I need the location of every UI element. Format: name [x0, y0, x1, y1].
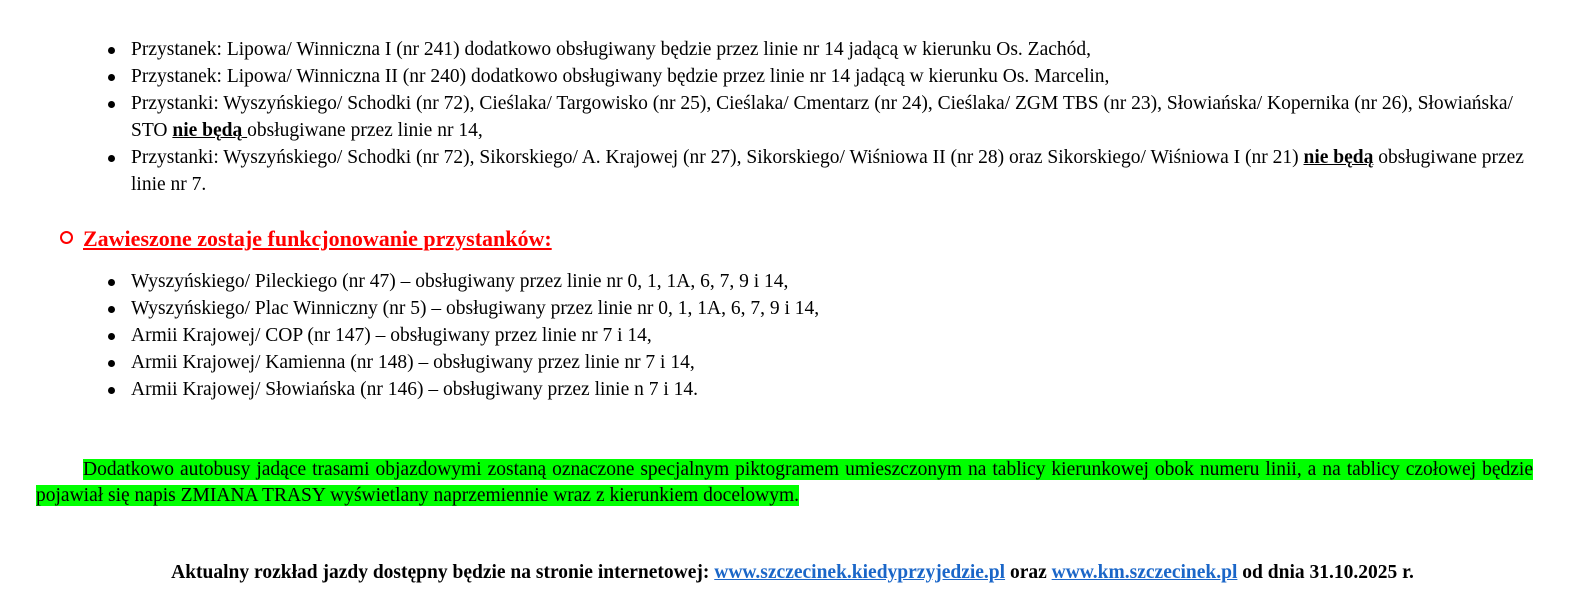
- link-kiedyprzyjedzie[interactable]: www.szczecinek.kiedyprzyjedzie.pl: [714, 562, 1006, 583]
- list-item: Przystanek: Lipowa/ Winniczna I (nr 241) dodatkowo obsługiwany będzie przez linie nr 14 jadącą w kierunku Os. Zachód,: [0, 36, 1585, 63]
- bullet-icon: [108, 101, 115, 108]
- list-item: Przystanki: Wyszyńskiego/ Schodki (nr 72), Sikorskiego/ A. Krajowej (nr 27), Sikorskiego/ Wiśniowa II (nr 28) oraz Sikorskiego/ Wiśniowa I (nr 21) nie będą obsługiwane przez linie nr 7.: [0, 144, 1585, 198]
- link-km-szczecinek[interactable]: www.km.szczecinek.pl: [1051, 562, 1238, 583]
- list-item: Wyszyńskiego/ Plac Winniczny (nr 5) – obsługiwany przez linie nr 0, 1, 1A, 6, 7, 9 i 14,: [0, 295, 869, 322]
- bullet-icon: [108, 279, 115, 286]
- list-item: Armii Krajowej/ Kamienna (nr 148) – obsługiwany przez linie nr 7 i 14,: [0, 349, 869, 376]
- suspended-stops-list: [0, 268, 869, 403]
- list-item: Armii Krajowej/ COP (nr 147) – obsługiwany przez linie nr 7 i 14,: [0, 322, 869, 349]
- bullet-icon: [108, 387, 115, 394]
- rerouted-stops-list: [0, 36, 1585, 198]
- bullet-icon: [108, 306, 115, 313]
- circle-bullet-icon: [60, 231, 73, 244]
- bullet-icon: [108, 155, 115, 162]
- bullet-icon: [108, 333, 115, 340]
- bullet-icon: [108, 74, 115, 81]
- list-item: Przystanki: Wyszyńskiego/ Schodki (nr 72), Cieślaka/ Targowisko (nr 25), Cieślaka/ Cmentarz (nr 24), Cieślaka/ ZGM TBS (nr 23), Słowiańska/ Kopernika (nr 26), Słowiańska/ STO nie będą obsługiwane przez linie nr 14,: [0, 90, 1585, 144]
- timetable-footer: Aktualny rozkład jazdy dostępny będzie na stronie internetowej: www.szczecinek.kiedyprzyjedzie.pl oraz www.km.szczecinek.pl od dnia 31.10.2025 r.: [171, 562, 1414, 583]
- emphasis-text: nie będą: [172, 120, 248, 141]
- list-item: Wyszyńskiego/ Pileckiego (nr 47) – obsługiwany przez linie nr 0, 1, 1A, 6, 7, 9 i 14,: [0, 268, 869, 295]
- list-item: Przystanek: Lipowa/ Winniczna II (nr 240) dodatkowo obsługiwany będzie przez linie nr 14 jadącą w kierunku Os. Marcelin,: [0, 63, 1585, 90]
- highlighted-notice-paragraph: Dodatkowo autobusy jadące trasami objazdowymi zostaną oznaczone specjalnym piktogramem umieszczonym na tablicy kierunkowej obok numeru linii, a na tablicy czołowej będzie pojawiał się napis ZMIANA TRASY wyświetlany naprzemiennie wraz z kierunkiem docelowym.: [36, 459, 1533, 506]
- bullet-icon: [108, 360, 115, 367]
- bullet-icon: [108, 47, 115, 54]
- emphasis-text: nie będą: [1303, 147, 1374, 168]
- list-item: Armii Krajowej/ Słowiańska (nr 146) – obsługiwany przez linie n 7 i 14.: [0, 376, 869, 403]
- suspended-stops-heading: Zawieszone zostaje funkcjonowanie przystanków:: [60, 224, 552, 254]
